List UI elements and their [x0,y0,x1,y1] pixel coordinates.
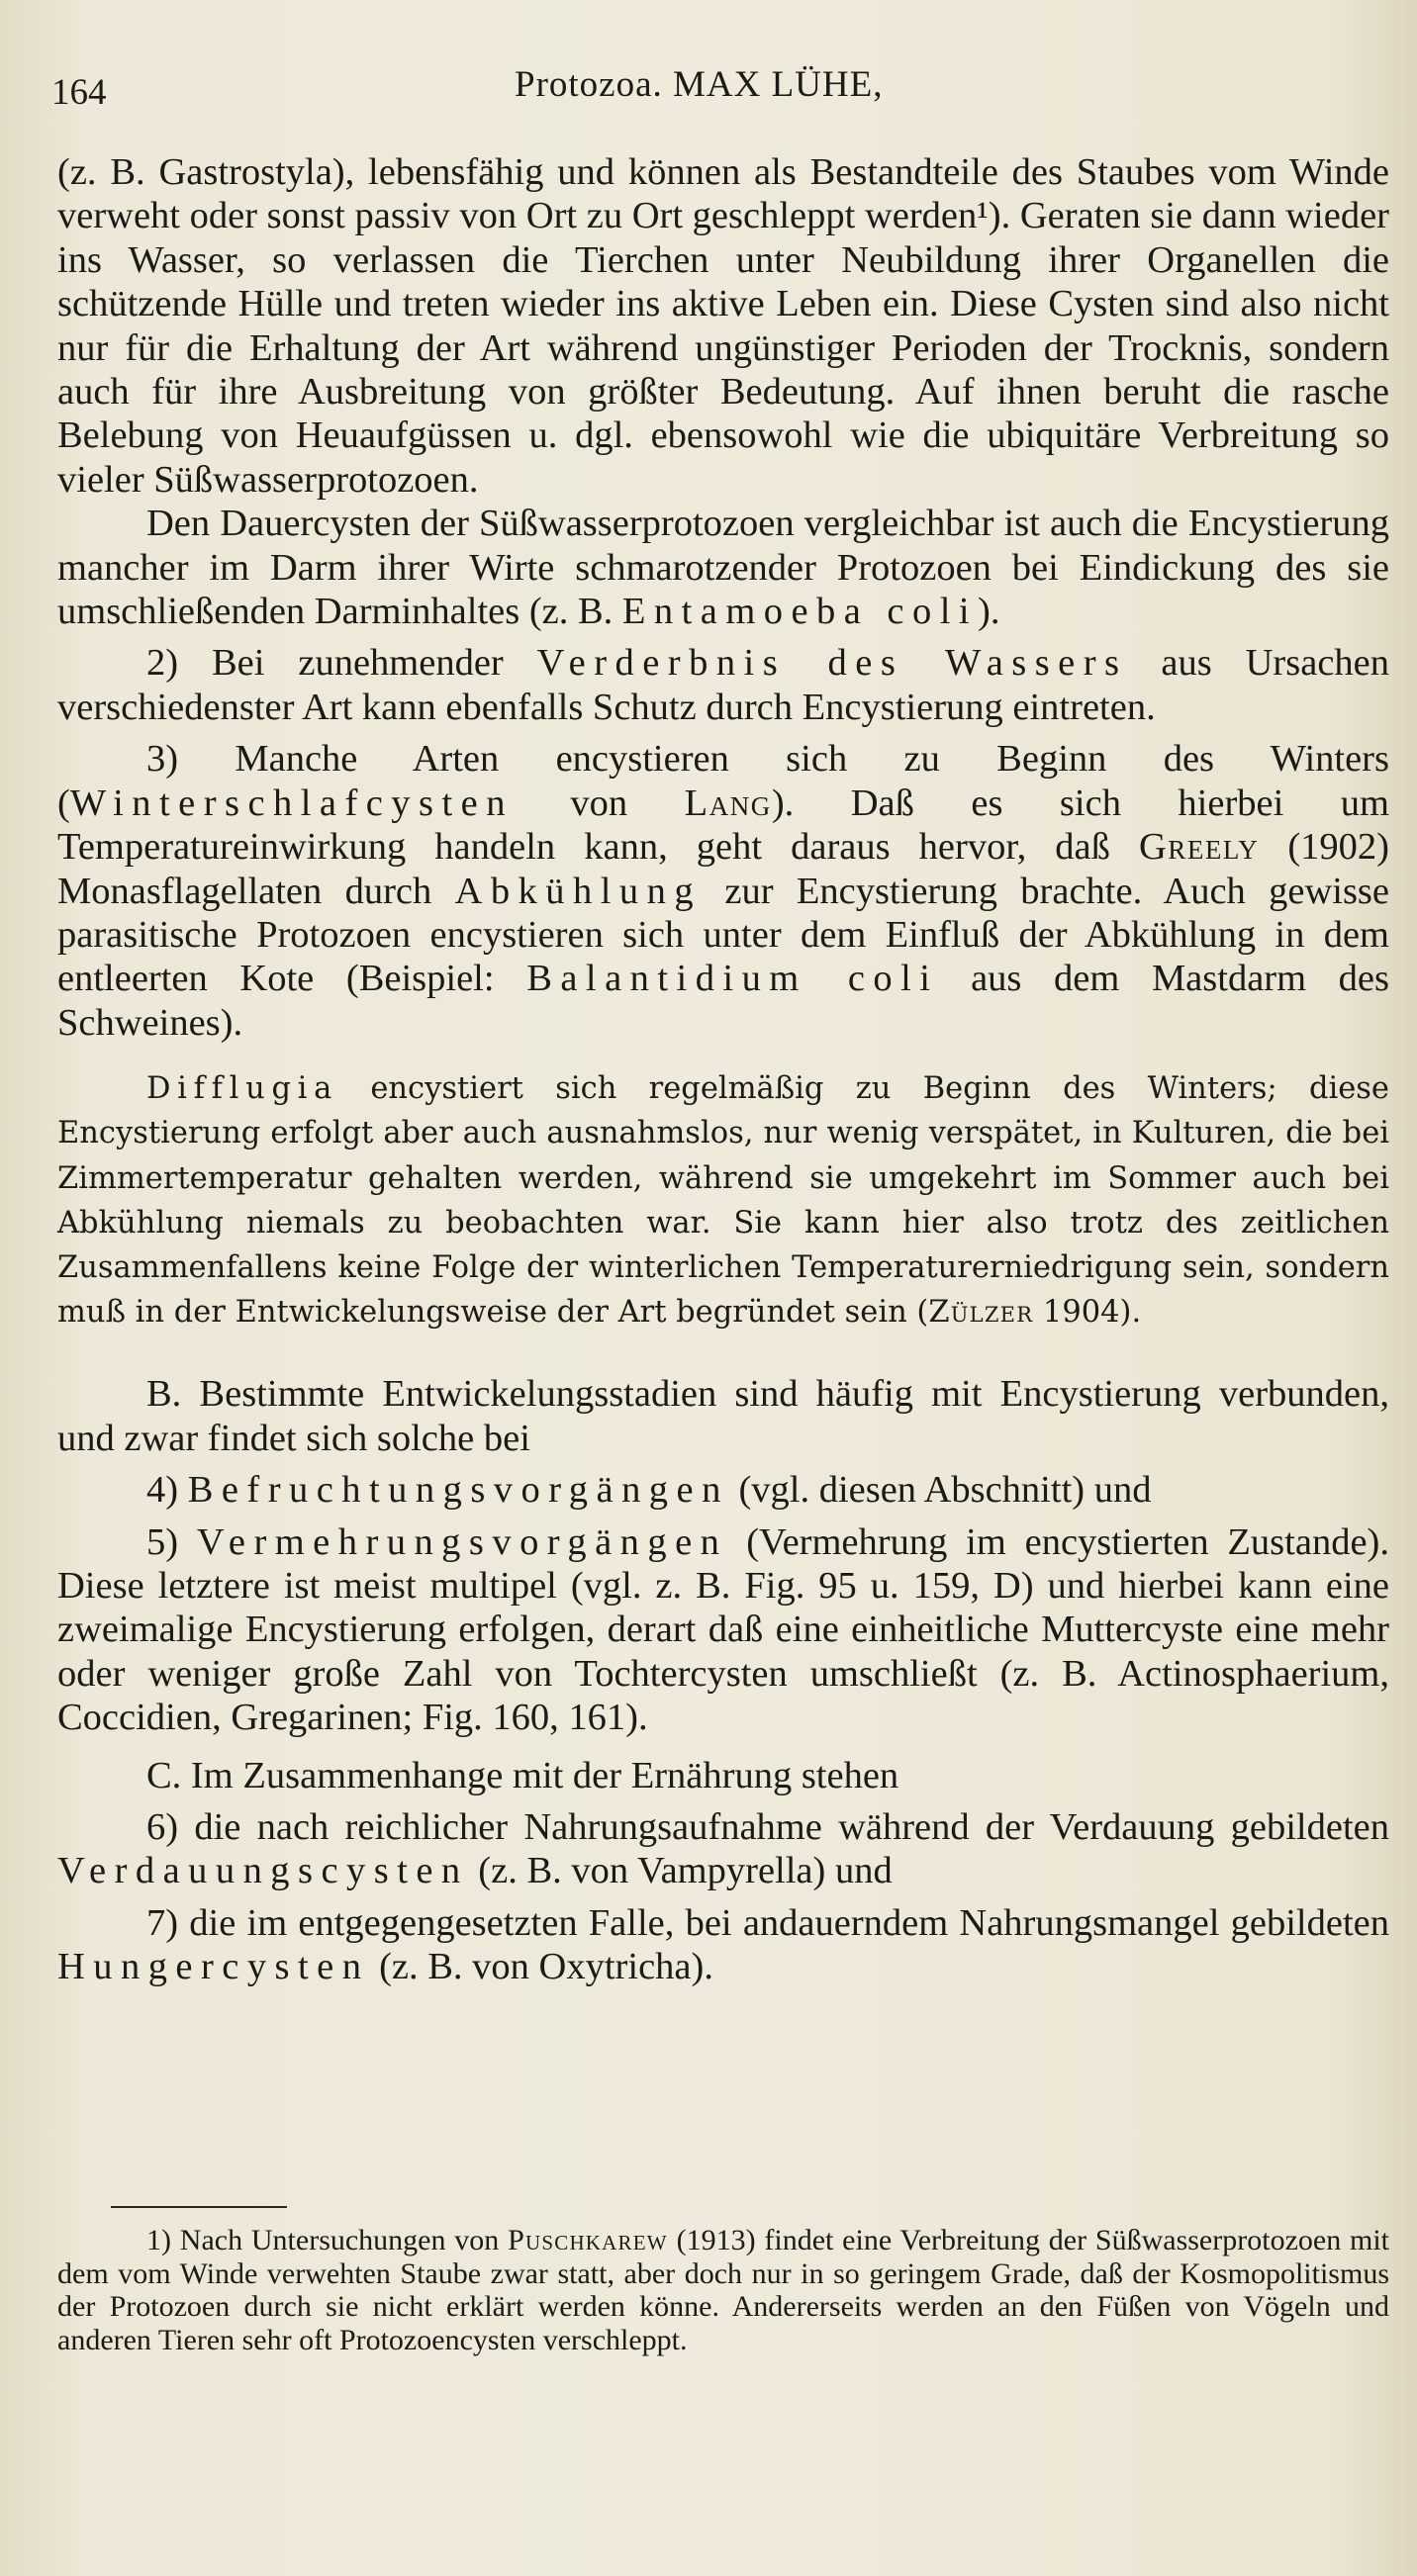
footnote-text [57,2224,1389,2356]
text-run: aus Ursachen verschiedenster Art kann ebenfalls Schutz durch Encystierung eintreten. [57,642,1390,728]
text-run: zur Encystierung brachte. Auch gewisse parasitische Protozoen encystieren sich unter dem Einfluß der Abkühlung in dem entleerten Kote (Beispiel: [57,870,1389,1000]
text-run: (1902) Monasflagellaten durch [57,826,1389,912]
emphasis: Befruchtungsvorgängen [187,1469,729,1512]
paragraph-item-4 [57,1468,1389,1512]
text-run: Den Dauercysten der Süßwasserprotozoen vergleichbar ist auch die Encystierung mancher im Darm ihrer Wirte schmarotzender Protozoen bei Eindickung des sie umschließenden Darminhaltes (z. B. [57,503,1389,633]
paragraph-item-5 [57,1520,1389,1740]
text-run: 2) Bei zunehmender [146,642,537,685]
paragraph-difflugia [57,1066,1389,1334]
page-header [51,63,1358,123]
emphasis: Verdauungscysten [57,1850,469,1892]
section-c-heading: C. Im Zusammenhange mit der Ernährung stehen [146,1754,899,1796]
emphasis: Verderbnis des Wassers [536,642,1128,685]
text-run: (1913) findet eine Verbreitung der Süßwasserprotozoen mit dem vom Winde verwehten Staube zwar statt, aber doch nur in so geringem Grade, daß der Kosmopolitismus der Protozoen durch sie nicht erklärt werden könne. Andererseits werden an den Füßen von Vögeln und anderen Tieren sehr oft Protozoencysten verschleppt. [57,2224,1389,2356]
paragraph-item-2 [57,641,1389,729]
text-run: (z. B. von Vampyrella) und [468,1850,893,1892]
species-name: Difflugia [146,1071,339,1107]
text-run: (z. B. von Oxytricha). [369,1946,713,1988]
text-run: ). Daß es sich hierbei um Temperatureinwirkung handeln kann, geht daraus hervor, daß [57,782,1390,869]
text-run: encystiert sich regelmäßig zu Beginn des Winters; diese Encystierung erfolgt aber auch ausnahmslos, nur wenig verspätet, in Kulturen, die bei Zimmertemperatur gehalten werden, während sie umgekehrt im Sommer auch bei Abkühlung niemals zu beobachten war. Sie kann hier also trotz des zeitlichen Zusammenfallens keine Folge der winterlichen Temperaturerniedrigung sein, sondern muß in der Entwickelungsweise der Art begründet sein ( [57,1071,1389,1331]
paragraph-item-3 [57,737,1389,1045]
small-print-note [57,1066,1389,1334]
running-head: Protozoa. MAX LÜHE, [515,64,884,105]
author-name: Greely [1138,826,1260,869]
author-name: Zülzer [928,1295,1034,1331]
emphasis: Vermehrungsvorgängen [196,1520,728,1563]
emphasis: Abkühlung [454,870,703,912]
text-run: 4) [146,1469,188,1512]
text-run: 6) die nach reichlicher Nahrungsaufnahme während der Verdauung gebildeten [146,1806,1389,1848]
page-number: 164 [51,72,107,113]
text-run: (vgl. diesen Abschnitt) und [728,1469,1152,1512]
author-name: Puschkarew [508,2224,668,2256]
text-run: (Vermehrung im encystierten Zustande). Diese letztere ist meist multipel (vgl. z. B. Fig. 95 u. 159, D) und hierbei kann eine zweimalige Encystierung erfolgen, derart daß eine einheitliche Muttercyste eine mehr oder weniger große Zahl von Tochtercysten umschließt (z. B. Actinosphaerium, Coccidien, Gregarinen; Fig. 160, 161). [57,1520,1389,1739]
paragraph-item-7 [57,1901,1389,1989]
paragraph-darm-encystierung [57,502,1389,633]
species-name: Entamoeba coli [621,591,979,633]
paragraph-continued: (z. B. Gastrostyla), lebensfähig und können als Bestandteile des Staubes vom Winde verweht oder sonst passiv von Ort zu Ort geschleppt werden¹). Geraten sie dann wieder ins Wasser, so verlassen die Tierchen unter Neubildung ihrer Organellen die schützende Hülle und treten wieder ins aktive Leben ein. Diese Cysten sind also nicht nur für die Erhaltung der Art während ungünstiger Perioden der Trocknis, sondern auch für ihre Ausbreitung von größter Bedeutung. Auf ihnen beruht die rasche Belebung von Heuaufgüssen u. dgl. ebensowohl wie die ubiquitäre Verbreitung so vieler Süßwasserprotozoen. [57,151,1389,501]
text-run: aus dem Mastdarm des Schweines). [57,958,1390,1044]
text-run: 1904). [1033,1295,1142,1331]
text-run: 7) die im entgegengesetzten Falle, bei andauerndem Nahrungsmangel gebildeten [146,1901,1389,1944]
footnote [57,2224,1389,2356]
footnote-rule [111,2206,287,2208]
paragraph-item-6 [57,1805,1389,1893]
author-name: Lang [684,782,772,824]
text-run: ). [978,591,1000,633]
text-run: 3) Manche Arten encystieren sich zu Beginn des Winters ( [57,738,1389,824]
emphasis: Hungercysten [57,1946,370,1988]
text-run: 5) [146,1520,197,1563]
section-b-heading: B. Bestimmte Entwickelungsstadien sind häufig mit Encystierung verbunden, und zwar findet sich solche bei [57,1373,1389,1459]
species-name: Balantidium coli [526,958,939,1000]
text-run: 1) Nach Untersuchungen von [146,2224,509,2256]
text-run: von [513,782,685,824]
main-text [57,150,1389,1989]
emphasis: Winterschlafcysten [69,782,514,824]
